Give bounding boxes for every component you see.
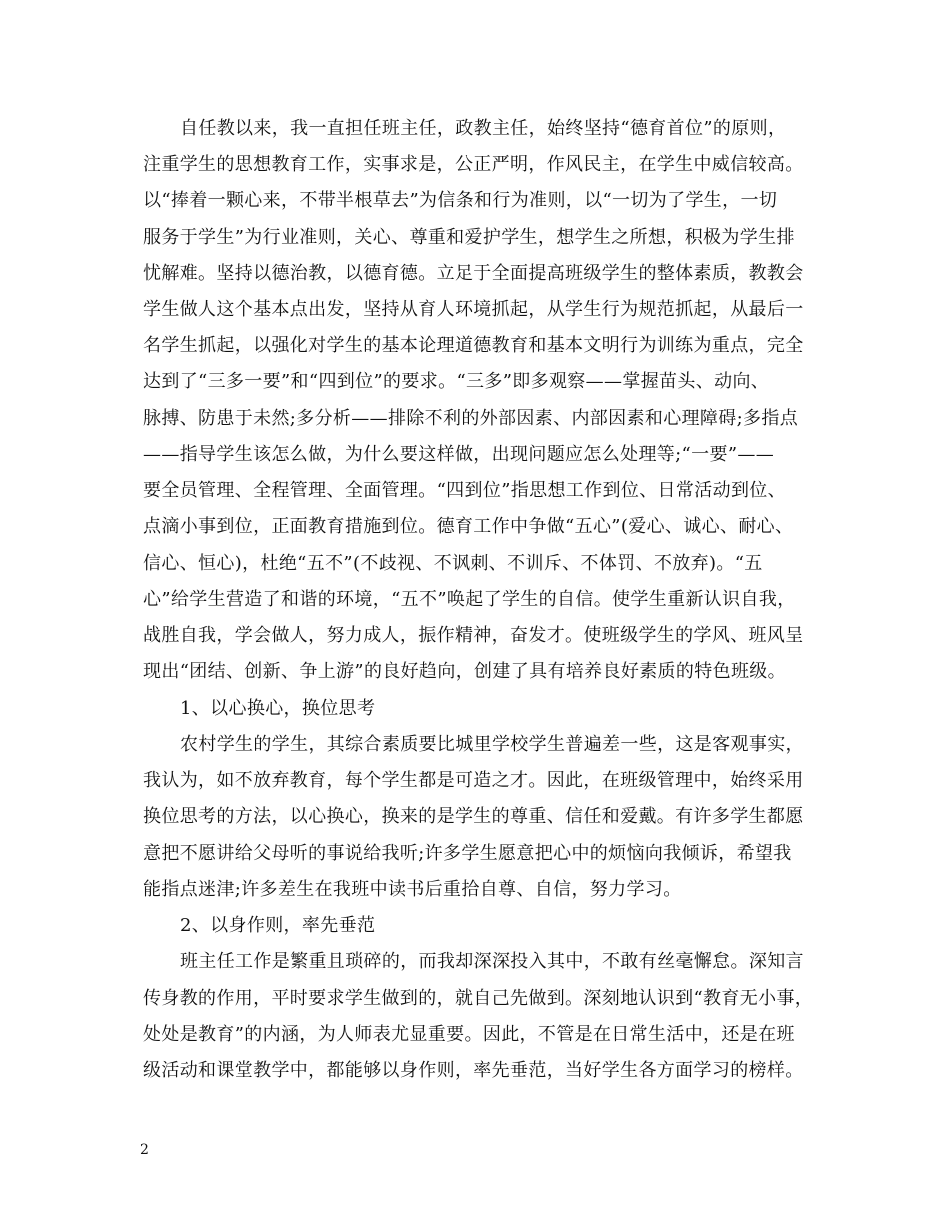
paragraph-line: 以“捧着一颗心来，不带半根草去”为信条和行为准则，以“一切为了学生，一切 — [143, 190, 778, 211]
paragraph-line: 忧解难。坚持以德治教，以德育德。立足于全面提高班级学生的整体素质，教教会 — [143, 263, 804, 284]
paragraph-line: 信心、恒心)，杜绝“五不”(不歧视、不讽刺、不训斥、不体罚、不放弃)。“五 — [143, 553, 763, 574]
page-number: 2 — [140, 1142, 149, 1158]
paragraph-line: 名学生抓起，以强化对学生的基本论理道德教育和基本文明行为训练为重点，完全 — [143, 335, 804, 356]
section-heading: 2、以身作则，率先垂范 — [180, 915, 376, 936]
paragraph-line: 换位思考的方法，以心换心，换来的是学生的尊重、信任和爱戴。有许多学生都愿 — [143, 806, 804, 827]
paragraph-line: 级活动和课堂教学中，都能够以身作则，率先垂范，当好学生各方面学习的榜样。 — [143, 1060, 804, 1081]
paragraph-line: 能指点迷津;许多差生在我班中读书后重拾自尊、自信，努力学习。 — [143, 879, 682, 900]
paragraph-line: 自任教以来，我一直担任班主任，政教主任，始终坚持“德育首位”的原则， — [180, 118, 787, 139]
paragraph-line: 我认为，如不放弃教育，每个学生都是可造之才。因此，在班级管理中，始终采用 — [143, 770, 804, 791]
paragraph-line: 点滴小事到位，正面教育措施到位。德育工作中争做“五心”(爱心、诚心、耐心、 — [143, 516, 794, 537]
paragraph-line: 心”给学生营造了和谐的环境，“五不”唤起了学生的自信。使学生重新认识自我， — [143, 589, 796, 610]
paragraph-line: 农村学生的学生，其综合素质要比城里学校学生普遍差一些，这是客观事实， — [180, 734, 804, 755]
paragraph-line: 处处是教育”的内涵，为人师表尤显重要。因此，不管是在日常生活中，还是在班 — [143, 1024, 795, 1045]
paragraph-line: 达到了“三多一要”和“四到位”的要求。“三多”即多观察——掌握苗头、动向、 — [143, 371, 770, 392]
paragraph-line: 脉搏、防患于未然;多分析——排除不利的外部因素、内部因素和心理障碍;多指点 — [143, 408, 799, 429]
paragraph-line: ——指导学生该怎么做，为什么要这样做，出现问题应怎么处理等;“一要”—— — [143, 444, 775, 465]
paragraph-line: 学生做人这个基本点出发，坚持从育人环境抓起，从学生行为规范抓起，从最后一 — [143, 299, 804, 320]
paragraph-line: 现出“团结、创新、争上游”的良好趋向，创建了具有培养良好素质的特色班级。 — [143, 661, 787, 682]
paragraph-line: 战胜自我，学会做人，努力成人，振作精神，奋发才。使班级学生的学风、班风呈 — [143, 625, 804, 646]
paragraph-line: 服务于学生”为行业准则，关心、尊重和爱护学生，想学生之所想，积极为学生排 — [143, 227, 795, 248]
paragraph-line: 传身教的作用，平时要求学生做到的，就自己先做到。深刻地认识到“教育无小事， — [143, 988, 814, 1009]
paragraph-line: 注重学生的思想教育工作，实事求是，公正严明，作风民主，在学生中威信较高。 — [143, 154, 804, 175]
paragraph-line: 要全员管理、全程管理、全面管理。“四到位”指思想工作到位、日常活动到位、 — [143, 480, 787, 501]
paragraph-line: 意把不愿讲给父母听的事说给我听;许多学生愿意把心中的烦恼向我倾诉，希望我 — [143, 843, 792, 864]
section-heading: 1、以心换心，换位思考 — [180, 698, 376, 719]
paragraph-line: 班主任工作是繁重且琐碎的，而我却深深投入其中，不敢有丝毫懈怠。深知言 — [180, 951, 804, 972]
